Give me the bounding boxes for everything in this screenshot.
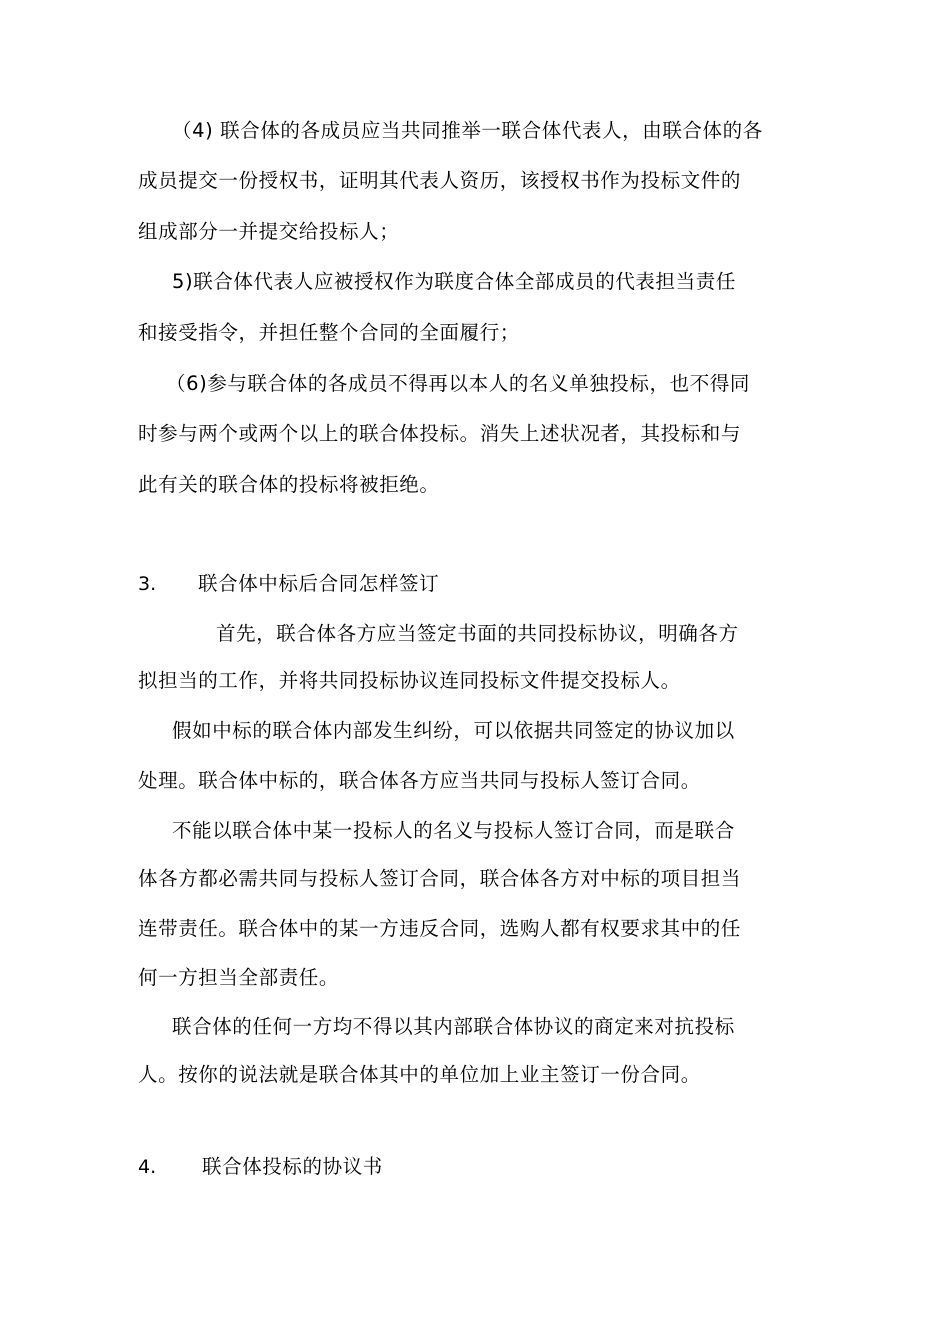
para-5-line-1: 5)联合体代表人应被授权作为联度合体全部成员的代表担当责任 [172, 270, 736, 293]
heading-4-title: 联合体投标的协议书 [202, 1155, 383, 1178]
para-first-line-1: 首先，联合体各方应当签定书面的共同投标协议，明确各方 [216, 622, 739, 645]
para-first-line-2: 拟担当的工作，并将共同投标协议连同投标文件提交投标人。 [138, 669, 681, 692]
para-liability-line-3: 连带责任。联合体中的某一方违反合同，选购人都有权要求其中的任 [138, 917, 742, 940]
para-liability-line-1: 不能以联合体中某一投标人的名义与投标人签订合同，而是联合 [172, 819, 735, 842]
heading-3-title: 联合体中标后合同怎样签订 [198, 572, 440, 595]
para-dispute-line-1: 假如中标的联合体内部发生纠纷，可以依据共同签定的协议加以 [172, 719, 735, 742]
para-dispute-line-2: 处理。联合体中标的，联合体各方应当共同与投标人签订合同。 [138, 769, 701, 792]
para-4-line-2: 成员提交一份授权书，证明其代表人资历，该授权书作为投标文件的 [138, 169, 742, 192]
para-5-line-2: 和接受指令，并担任整个合同的全面履行； [138, 321, 520, 344]
para-4-line-1: （4) 联合体的各成员应当共同推举一联合体代表人，由联合体的各 [172, 119, 763, 142]
heading-4-number: 4. [138, 1156, 157, 1178]
para-6-line-1: （6)参与联合体的各成员不得再以本人的名义单独投标，也不得同 [166, 372, 751, 395]
para-oppose-line-2: 人。按你的说法就是联合体其中的单位加上业主签订一份合同。 [138, 1063, 701, 1086]
para-4-line-3: 组成部分一并提交给投标人； [138, 220, 400, 243]
para-6-line-3: 此有关的联合体的投标将被拒绝。 [138, 473, 440, 496]
para-liability-line-2: 体各方都必需共同与投标人签订合同，联合体各方对中标的项目担当 [138, 867, 742, 890]
para-oppose-line-1: 联合体的任何一方均不得以其内部联合体协议的商定来对抗投标 [172, 1015, 735, 1038]
heading-3-number: 3. [138, 573, 157, 595]
para-liability-line-4: 何一方担当全部责任。 [138, 966, 340, 989]
para-6-line-2: 时参与两个或两个以上的联合体投标。消失上述状况者，其投标和与 [138, 422, 742, 445]
